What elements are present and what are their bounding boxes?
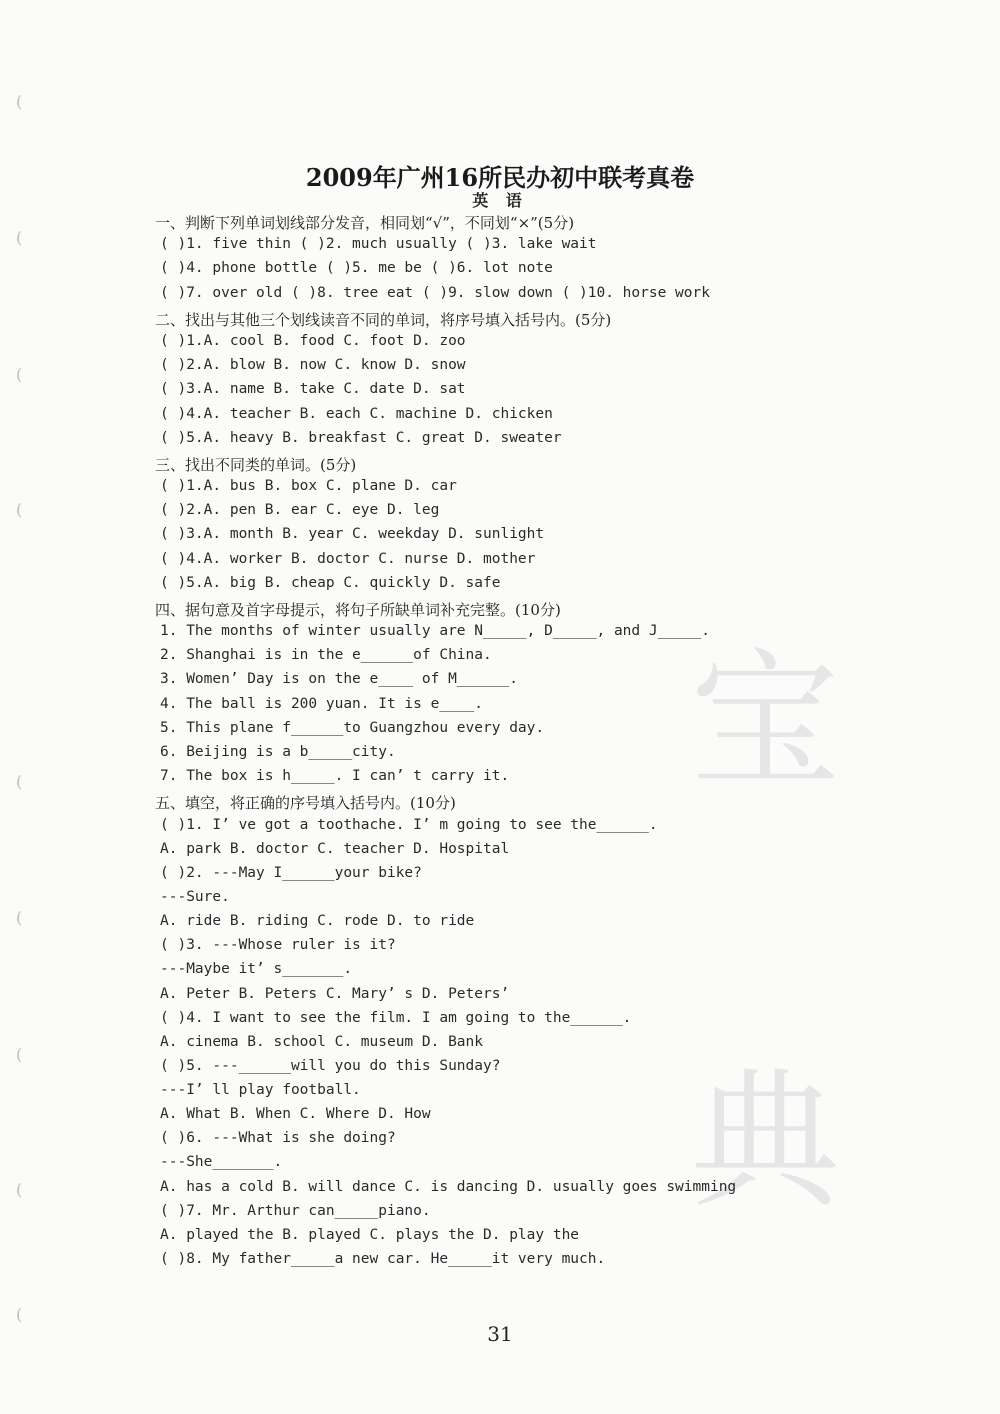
page-number: 31 <box>487 1322 513 1346</box>
question-line: ( )5.A. big B. cheap C. quickly D. safe <box>160 575 501 591</box>
option-line: A. park B. doctor C. teacher D. Hospital <box>160 841 510 857</box>
question-line: 2. Shanghai is in the e______of China. <box>160 647 492 663</box>
question-line: ( )4. I want to see the film. I am going to the______. <box>160 1010 632 1026</box>
option-line: A. played the B. played C. plays the D. play the <box>160 1227 580 1243</box>
binding-mark: ( <box>16 500 23 519</box>
option-line: A. cinema B. school C. museum D. Bank <box>160 1034 484 1050</box>
binding-mark: ( <box>16 772 23 791</box>
question-line: ---Sure. <box>160 889 230 905</box>
question-line: 6. Beijing is a b_____city. <box>160 744 396 760</box>
question-line: ---I’ ll play football. <box>160 1082 361 1098</box>
question-line: ( )2.A. blow B. now C. know D. snow <box>160 357 466 373</box>
question-line: ---She_______. <box>160 1154 283 1170</box>
question-line: ---Maybe it’ s_______. <box>160 961 353 977</box>
binding-mark: ( <box>16 1305 23 1324</box>
question-line: ( )1.A. cool B. food C. foot D. zoo <box>160 333 466 349</box>
exam-subject: 英 语 <box>472 191 528 210</box>
question-line: ( )2. ---May I______your bike? <box>160 865 422 881</box>
section-2-heading: 二、找出与其他三个划线读音不同的单词，将序号填入括号内。(5分) <box>155 311 612 329</box>
watermark-char-1: 宝 <box>690 635 841 809</box>
question-line: ( )4.A. teacher B. each C. machine D. chicken <box>160 406 553 422</box>
question-line: ( )6. ---What is she doing? <box>160 1130 396 1146</box>
question-line: ( )5. ---______will you do this Sunday? <box>160 1058 501 1074</box>
question-line: ( )1. I’ ve got a toothache. I’ m going to see the______. <box>160 817 658 833</box>
question-line: ( )5.A. heavy B. breakfast C. great D. sweater <box>160 430 562 446</box>
question-line: 1. The months of winter usually are N_____, D_____, and J_____. <box>160 623 710 639</box>
binding-mark: ( <box>16 228 23 247</box>
question-line: ( )3.A. month B. year C. weekday D. sunlight <box>160 526 545 542</box>
question-line: 4. The ball is 200 yuan. It is e____. <box>160 696 484 712</box>
question-line: 7. The box is h_____. I can’ t carry it. <box>160 768 510 784</box>
question-line: ( )1. five thin ( )2. much usually ( )3. lake wait <box>160 236 597 252</box>
question-line: 3. Women’ Day is on the e____ of M______. <box>160 671 518 687</box>
option-line: A. What B. When C. Where D. How <box>160 1106 431 1122</box>
question-line: ( )4. phone bottle ( )5. me be ( )6. lot note <box>160 260 553 276</box>
question-line: 5. This plane f______to Guangzhou every day. <box>160 720 545 736</box>
binding-mark: ( <box>16 92 23 111</box>
question-line: ( )2.A. pen B. ear C. eye D. leg <box>160 502 440 518</box>
question-line: ( )1.A. bus B. box C. plane D. car <box>160 478 457 494</box>
binding-mark: ( <box>16 908 23 927</box>
section-1-heading: 一、判断下列单词划线部分发音，相同划“√”，不同划“×”(5分) <box>155 214 575 232</box>
option-line: A. has a cold B. will dance C. is dancing D. usually goes swimming <box>160 1179 737 1195</box>
question-line: ( )3.A. name B. take C. date D. sat <box>160 381 466 397</box>
binding-mark: ( <box>16 1180 23 1199</box>
option-line: A. ride B. riding C. rode D. to ride <box>160 913 475 929</box>
question-line: ( )7. Mr. Arthur can_____piano. <box>160 1203 431 1219</box>
question-line: ( )7. over old ( )8. tree eat ( )9. slow down ( )10. horse work <box>160 285 710 301</box>
question-line: ( )3. ---Whose ruler is it? <box>160 937 396 953</box>
section-4-heading: 四、据句意及首字母提示，将句子所缺单词补充完整。(10分) <box>155 601 561 619</box>
section-3-heading: 三、找出不同类的单词。(5分) <box>155 456 357 474</box>
section-5-heading: 五、填空，将正确的序号填入括号内。(10分) <box>155 794 456 812</box>
exam-title: 2009年广州16所民办初中联考真卷 <box>305 163 695 192</box>
watermark-char-2: 典 <box>690 1055 841 1229</box>
option-line: A. Peter B. Peters C. Mary’ s D. Peters’ <box>160 986 510 1002</box>
binding-mark: ( <box>16 1045 23 1064</box>
question-line: ( )4.A. worker B. doctor C. nurse D. mother <box>160 551 536 567</box>
question-line: ( )8. My father_____a new car. He_____it very much. <box>160 1251 606 1267</box>
binding-mark: ( <box>16 365 23 384</box>
